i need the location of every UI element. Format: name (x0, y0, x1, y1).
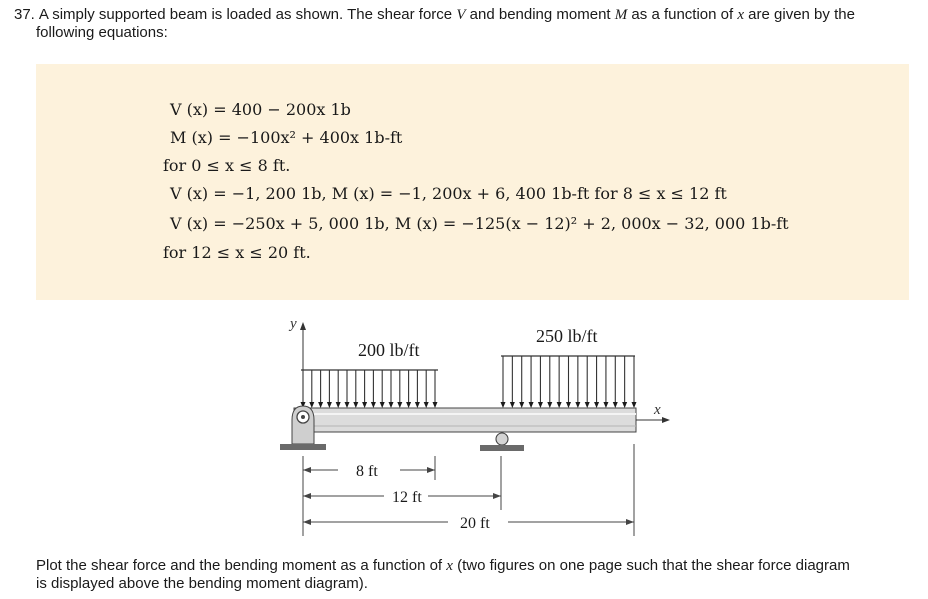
load-arrowhead (547, 402, 552, 408)
load-arrowhead (585, 402, 590, 408)
equation-shear-1: V (x) = 400 − 200x 1b (170, 100, 351, 119)
problem-number: 37. (14, 6, 35, 23)
beam-diagram (270, 310, 690, 542)
intro-text-4: are given by the (744, 6, 855, 23)
intro-text-2: and bending moment (465, 6, 615, 23)
intro-text-3: as a function of (627, 6, 738, 23)
load-arrowhead (397, 402, 402, 408)
variable-v: V (456, 7, 466, 23)
dimension-20ft: 20 ft (460, 515, 490, 532)
footer-text-2: (two figures on one page such that the shear force diagram (452, 557, 850, 574)
dimension-12ft: 12 ft (392, 489, 422, 506)
load-arrowhead (309, 402, 314, 408)
intro-text-1: A simply supported beam is loaded as shown. The shear force (38, 6, 457, 23)
distributed-load-200 (301, 370, 439, 408)
y-axis-label: y (290, 316, 297, 332)
load-arrowhead (345, 402, 350, 408)
load-arrowhead (380, 402, 385, 408)
load-arrowhead (510, 402, 515, 408)
load-arrowhead (519, 402, 524, 408)
load-label-200: 200 lb/ft (358, 340, 420, 360)
distributed-load-250 (501, 356, 637, 408)
variable-x: x (737, 7, 745, 23)
roller-support (480, 433, 524, 451)
x-axis-label: x (654, 402, 661, 418)
load-arrowhead (362, 402, 367, 408)
footer-continuation: is displayed above the bending moment diagram). (36, 575, 368, 592)
variable-m: M (614, 7, 628, 23)
equation-segment-2: V (x) = −1, 200 1b, M (x) = −1, 200x + 6, 400 1b-ft for 8 ≤ x ≤ 12 ft (170, 184, 727, 203)
load-arrowhead (538, 402, 543, 408)
load-arrowhead (318, 402, 323, 408)
beam (294, 408, 636, 432)
load-arrowhead (529, 402, 534, 408)
load-arrowhead (353, 402, 358, 408)
problem-statement (14, 6, 914, 42)
load-arrowhead (594, 402, 599, 408)
load-arrowhead (327, 402, 332, 408)
load-arrowhead (632, 402, 637, 408)
load-arrowhead (566, 402, 571, 408)
load-arrowhead (622, 402, 627, 408)
equation-moment-1: M (x) = −100x² + 400x 1b-ft (170, 128, 403, 147)
load-arrowhead (575, 402, 580, 408)
equation-range-3: for 12 ≤ x ≤ 20 ft. (163, 243, 311, 262)
footer-variable-x: x (446, 558, 453, 574)
load-arrowhead (389, 402, 394, 408)
equation-range-1: for 0 ≤ x ≤ 8 ft. (163, 156, 291, 175)
task-instruction (36, 557, 916, 593)
load-arrowhead (613, 402, 618, 408)
load-arrowhead (603, 402, 608, 408)
equation-segment-3: V (x) = −250x + 5, 000 1b, M (x) = −125(x − 12)² + 2, 000x − 32, 000 1b-ft (170, 214, 789, 233)
load-arrowhead (406, 402, 411, 408)
load-arrowhead (415, 402, 420, 408)
load-label-250: 250 lb/ft (536, 326, 598, 346)
dimension-8ft: 8 ft (356, 463, 378, 480)
equations-box (36, 64, 909, 300)
load-arrowhead (433, 402, 438, 408)
load-arrowhead (501, 402, 506, 408)
load-arrowhead (424, 402, 429, 408)
load-arrowhead (371, 402, 376, 408)
load-arrowhead (557, 402, 562, 408)
x-axis (636, 417, 670, 423)
footer-text-1: Plot the shear force and the bending moment as a function of (36, 557, 447, 574)
intro-continuation: following equations: (36, 24, 168, 41)
load-arrowhead (336, 402, 341, 408)
